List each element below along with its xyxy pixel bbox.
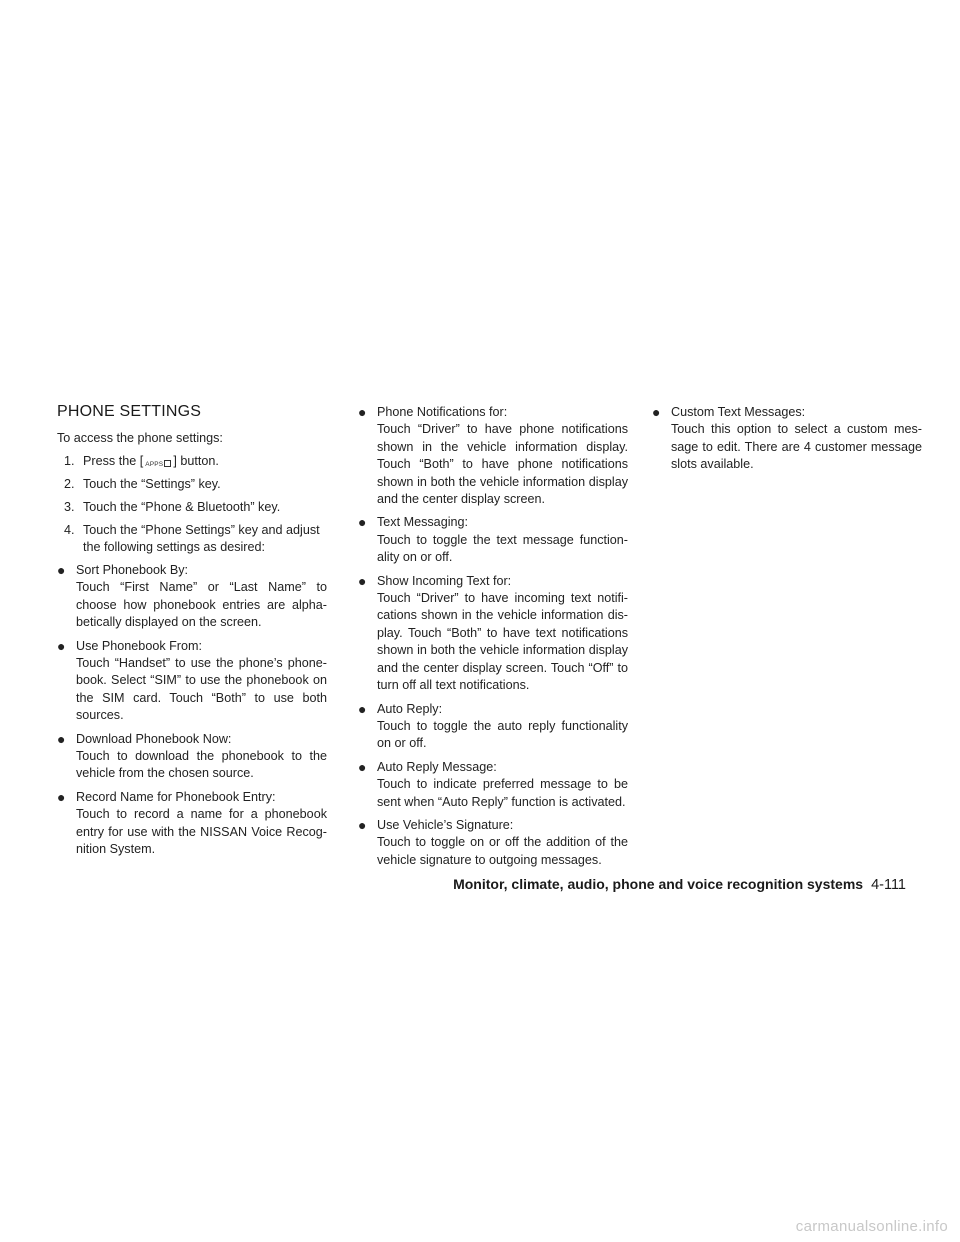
bullet-icon: ● [57,788,66,805]
setting-vehicle-signature [358,817,628,869]
step-number: 2. [64,477,75,492]
setting-description: Touch to toggle the auto reply functionality on or off. [377,718,628,751]
bullet-icon: ● [652,404,661,420]
setting-description: Touch to download the phonebook to the vehicle from the chosen source. [76,749,327,781]
step-text-before: Press the [ [83,454,144,469]
setting-use-phonebook-from [57,638,327,725]
setting-sort-phonebook [57,562,327,632]
column-2 [358,404,628,875]
setting-text-messaging [358,514,628,566]
section-title: PHONE SETTINGS [57,403,202,420]
page-footer [420,876,906,894]
setting-description: Touch this option to select a custom mes-sage to edit. There are 4 customer message slots available. [671,422,922,472]
apps-button-icon: APPS [143,460,173,470]
step-4 [57,522,327,557]
bullet-icon: ● [57,562,66,578]
setting-heading: Text Messaging: [377,515,468,530]
watermark: carmanualsonline.info [795,1218,948,1235]
bullet-icon: ● [358,816,367,833]
step-3 [57,499,327,516]
bullet-icon: ● [358,404,367,420]
step-1 [57,453,327,470]
setting-heading: Download Phonebook Now: [76,731,232,746]
setting-description: Touch “First Name” or “Last Name” to choose how phonebook entries are alpha-betically displayed on the screen. [76,580,327,630]
step-number: 4. [64,522,75,537]
bullet-icon: ● [358,700,367,717]
setting-record-name [57,789,327,859]
setting-heading: Show Incoming Text for: [377,573,512,588]
setting-auto-reply-message [358,759,628,811]
bullet-icon: ● [57,637,66,654]
setting-description: Touch to toggle on or off the addition of the vehicle signature to outgoing messages. [377,835,628,867]
step-text: Touch the “Phone & Bluetooth” key. [83,500,281,514]
page-number: 4-111 [871,877,906,893]
setting-heading: Sort Phonebook By: [76,563,189,577]
setting-heading: Use Phonebook From: [76,638,202,653]
bullet-icon: ● [358,514,367,531]
step-text: Touch the “Phone Settings” key and adjust the following settings as desired: [83,522,320,555]
step-text-after: ] button. [173,454,219,469]
bullet-icon: ● [57,730,66,747]
setting-heading: Auto Reply Message: [377,759,497,774]
setting-heading: Custom Text Messages: [671,405,806,419]
setting-heading: Phone Notifications for: [377,405,508,419]
setting-phone-notifications [358,404,628,508]
setting-heading: Use Vehicle’s Signature: [377,817,514,832]
setting-description: Touch to record a name for a phonebook entry for use with the NISSAN Voice Recog-nition System. [76,807,327,857]
intro-text: To access the phone settings: [57,431,223,445]
setting-heading: Record Name for Phonebook Entry: [76,789,276,804]
step-number: 1. [64,454,75,469]
bullet-icon: ● [358,572,367,589]
column-1 [57,402,327,865]
setting-download-phonebook [57,731,327,783]
column-3 [652,404,922,480]
setting-description: Touch “Driver” to have phone notifications shown in the vehicle information display. Touch “Both” to have phone notifications shown in both the vehicle information display and the center display screen. [377,422,628,507]
setting-description: Touch to indicate preferred message to be sent when “Auto Reply” function is activated. [377,777,628,809]
step-text: Touch the “Settings” key. [83,477,221,492]
step-2 [57,476,327,493]
bullet-icon: ● [358,758,367,775]
setting-show-incoming-text [358,573,628,695]
setting-auto-reply [358,701,628,753]
chapter-title: Monitor, climate, audio, phone and voice recognition systems [453,876,864,892]
setting-description: Touch “Driver” to have incoming text notifi-cations shown in the vehicle information dis-play. Touch “Both” to have text notifications shown in both the vehicle information display and the center display screen. Touch “Off” to turn off all text notifications. [377,591,628,693]
setting-description: Touch to toggle the text message function-ality on or off. [377,532,628,565]
setting-description: Touch “Handset” to use the phone’s phone-book. Select “SIM” to use the phonebook on the SIM card. Touch “Both” to use both sources. [76,656,327,723]
setting-heading: Auto Reply: [377,701,443,716]
setting-custom-text-messages [652,404,922,474]
step-number: 3. [64,500,75,514]
